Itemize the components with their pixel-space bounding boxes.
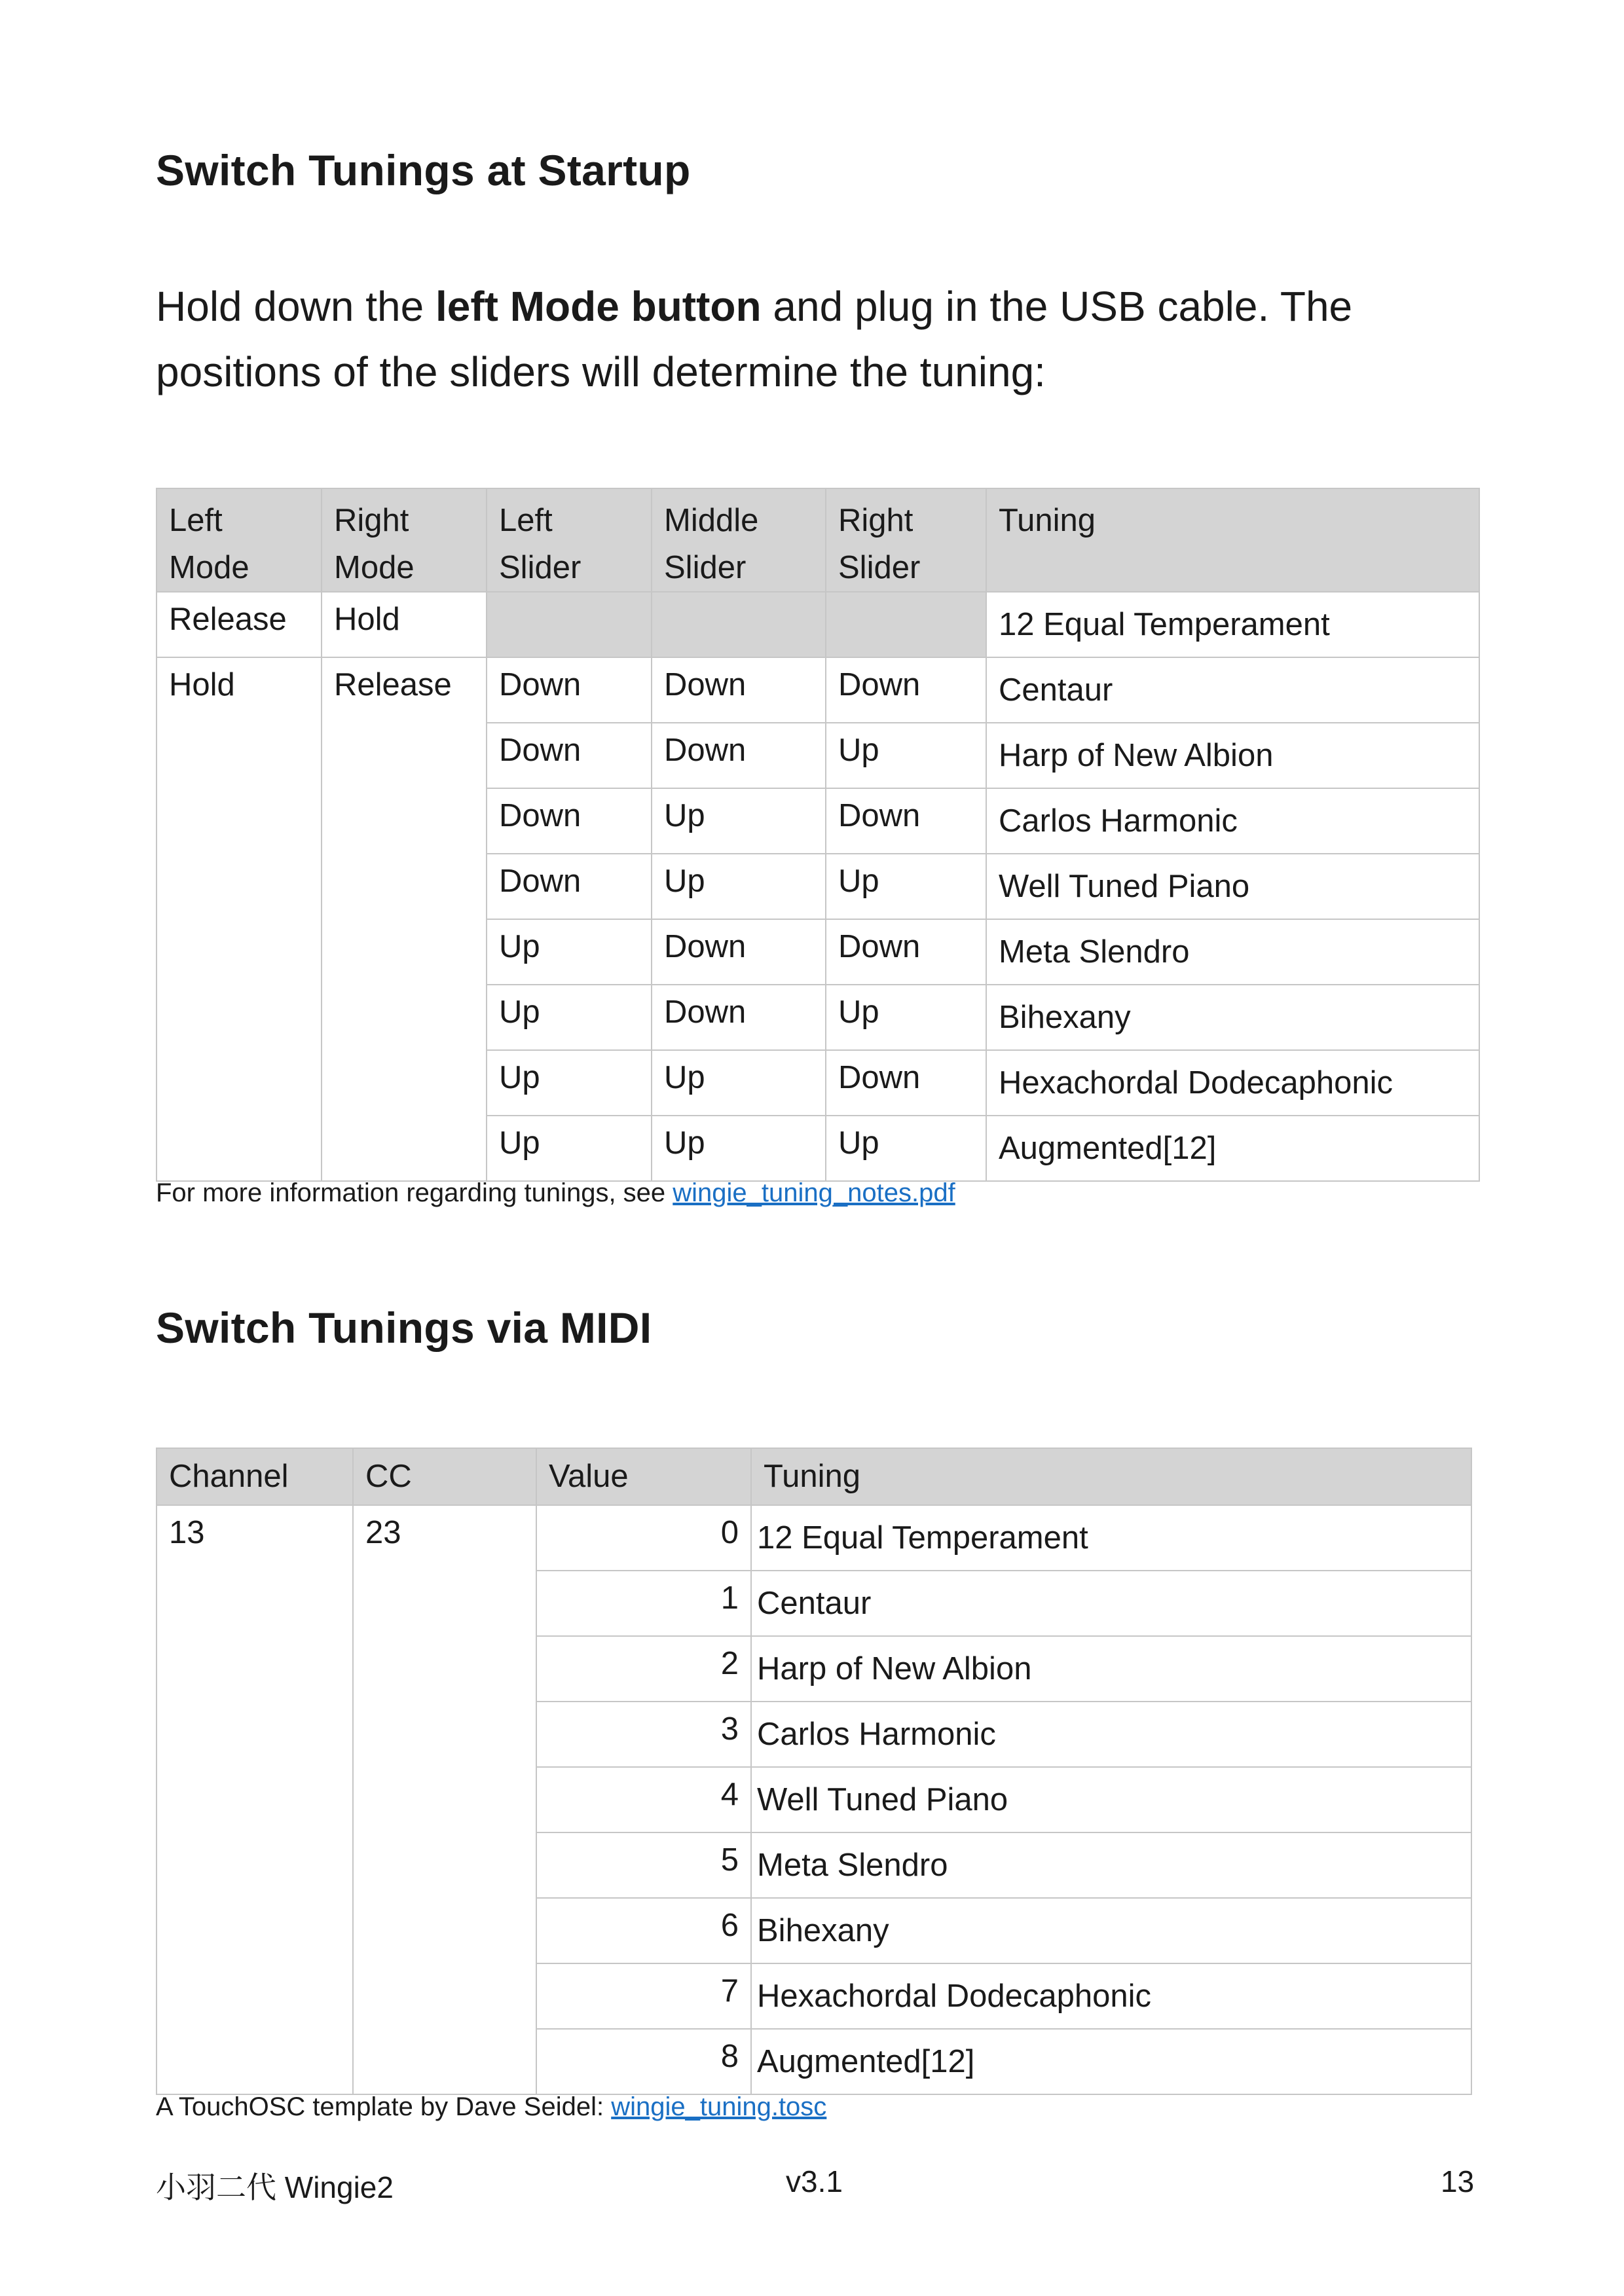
tuning-cell: Well Tuned Piano xyxy=(751,1767,1471,1832)
midi-tuning-table xyxy=(156,1448,1472,2095)
header-left-mode-line1: Left xyxy=(169,503,223,538)
cc-cell: 23 xyxy=(353,1505,536,2094)
left-mode-cell: Hold xyxy=(157,657,322,1181)
middle-slider-cell: Up xyxy=(652,854,826,919)
right-slider-cell: Down xyxy=(826,657,986,723)
header-channel: Channel xyxy=(157,1448,353,1505)
tuning-cell: 12 Equal Temperament xyxy=(986,592,1479,657)
tuning-cell: Harp of New Albion xyxy=(751,1636,1471,1702)
header-left-mode xyxy=(157,488,322,592)
header-middle-slider xyxy=(652,488,826,592)
startup-intro-paragraph xyxy=(156,274,1492,405)
right-slider-cell: Down xyxy=(826,1050,986,1116)
empty-left-slider-cell xyxy=(487,592,652,657)
right-slider-cell: Up xyxy=(826,985,986,1050)
left-slider-cell: Up xyxy=(487,919,652,985)
middle-slider-cell: Down xyxy=(652,919,826,985)
footer-page-number: 13 xyxy=(1441,2164,1475,2198)
value-cell: 5 xyxy=(536,1832,751,1898)
header-left-slider xyxy=(487,488,652,592)
header-right-mode-line2: Mode xyxy=(334,550,415,585)
header-middle-slider-line1: Middle xyxy=(664,503,759,538)
startup-tuning-table xyxy=(156,488,1480,1182)
middle-slider-cell: Down xyxy=(652,723,826,788)
right-slider-cell: Up xyxy=(826,723,986,788)
header-left-mode-line2: Mode xyxy=(169,550,249,585)
tuning-cell: Hexachordal Dodecaphonic xyxy=(986,1050,1479,1116)
value-cell: 7 xyxy=(536,1963,751,2029)
left-slider-cell: Up xyxy=(487,1050,652,1116)
table-row xyxy=(157,1505,1471,1571)
header-left-slider-line1: Left xyxy=(499,503,553,538)
right-slider-cell: Up xyxy=(826,1116,986,1181)
right-slider-cell: Down xyxy=(826,919,986,985)
left-slider-cell: Down xyxy=(487,854,652,919)
table-row xyxy=(157,592,1479,657)
right-slider-cell: Down xyxy=(826,788,986,854)
left-slider-cell: Down xyxy=(487,723,652,788)
tuning-cell: Hexachordal Dodecaphonic xyxy=(751,1963,1471,2029)
header-tuning-label: Tuning xyxy=(999,503,1096,538)
tuning-cell: Augmented[12] xyxy=(751,2029,1471,2094)
tuning-notes-text: For more information regarding tunings, see xyxy=(156,1178,673,1207)
right-slider-cell: Up xyxy=(826,854,986,919)
touchosc-caption xyxy=(156,2092,826,2122)
tuning-cell: Carlos Harmonic xyxy=(986,788,1479,854)
tuning-cell: Bihexany xyxy=(986,985,1479,1050)
header-left-slider-line2: Slider xyxy=(499,550,581,585)
tuning-cell: Centaur xyxy=(986,657,1479,723)
header-tuning xyxy=(986,488,1479,592)
tuning-cell: Harp of New Albion xyxy=(986,723,1479,788)
table-row xyxy=(157,657,1479,723)
tuning-notes-link[interactable]: wingie_tuning_notes.pdf xyxy=(673,1178,955,1207)
header-tuning: Tuning xyxy=(751,1448,1471,1505)
touchosc-link[interactable]: wingie_tuning.tosc xyxy=(611,2092,827,2121)
middle-slider-cell: Up xyxy=(652,788,826,854)
header-cc: CC xyxy=(353,1448,536,1505)
value-cell: 1 xyxy=(536,1571,751,1636)
tuning-cell: Meta Slendro xyxy=(986,919,1479,985)
value-cell: 2 xyxy=(536,1636,751,1702)
empty-middle-slider-cell xyxy=(652,592,826,657)
tuning-cell: Carlos Harmonic xyxy=(751,1702,1471,1767)
tuning-notes-caption xyxy=(156,1178,955,1208)
header-right-slider xyxy=(826,488,986,592)
intro-bold-text: left Mode button xyxy=(435,283,762,330)
header-right-slider-line2: Slider xyxy=(838,550,921,585)
header-right-mode-line1: Right xyxy=(334,503,409,538)
tuning-cell: Augmented[12] xyxy=(986,1116,1479,1181)
startup-table-header-row xyxy=(157,488,1479,592)
intro-text-before: Hold down the xyxy=(156,283,435,330)
header-middle-slider-line2: Slider xyxy=(664,550,747,585)
value-cell: 3 xyxy=(536,1702,751,1767)
heading-switch-tunings-midi: Switch Tunings via MIDI xyxy=(156,1303,652,1352)
middle-slider-cell: Up xyxy=(652,1050,826,1116)
header-right-slider-line1: Right xyxy=(838,503,913,538)
tuning-cell: Bihexany xyxy=(751,1898,1471,1963)
middle-slider-cell: Down xyxy=(652,657,826,723)
tuning-cell: 12 Equal Temperament xyxy=(751,1505,1471,1571)
tuning-cell: Centaur xyxy=(751,1571,1471,1636)
value-cell: 4 xyxy=(536,1767,751,1832)
left-slider-cell: Down xyxy=(487,788,652,854)
footer-product-name: 小羽二代 Wingie2 xyxy=(156,2170,394,2204)
value-cell: 6 xyxy=(536,1898,751,1963)
value-cell: 0 xyxy=(536,1505,751,1571)
channel-cell: 13 xyxy=(157,1505,353,2094)
tuning-cell: Well Tuned Piano xyxy=(986,854,1479,919)
header-value: Value xyxy=(536,1448,751,1505)
right-mode-cell: Release xyxy=(322,657,487,1181)
header-right-mode xyxy=(322,488,487,592)
right-mode-cell: Hold xyxy=(322,592,487,657)
middle-slider-cell: Up xyxy=(652,1116,826,1181)
heading-switch-tunings-startup: Switch Tunings at Startup xyxy=(156,146,691,194)
tuning-cell: Meta Slendro xyxy=(751,1832,1471,1898)
left-slider-cell: Up xyxy=(487,1116,652,1181)
left-slider-cell: Up xyxy=(487,985,652,1050)
footer-version: v3.1 xyxy=(786,2164,843,2198)
middle-slider-cell: Down xyxy=(652,985,826,1050)
empty-right-slider-cell xyxy=(826,592,986,657)
touchosc-text: A TouchOSC template by Dave Seidel: xyxy=(156,2092,612,2121)
left-mode-cell: Release xyxy=(157,592,322,657)
midi-table-header-row xyxy=(157,1448,1471,1505)
value-cell: 8 xyxy=(536,2029,751,2094)
left-slider-cell: Down xyxy=(487,657,652,723)
intro-text-after: and plug in the USB cable. The positions of the sliders will determine the tuning: xyxy=(156,283,1353,395)
